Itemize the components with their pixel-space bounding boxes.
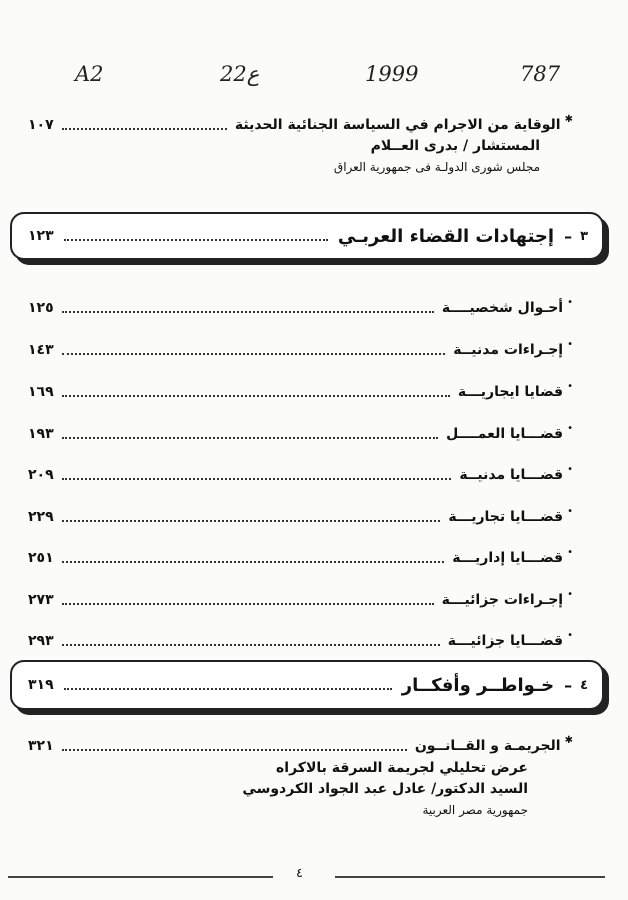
entry-page: ٢٩٣: [28, 633, 54, 649]
toc-entry-crime-prevention[interactable]: [28, 114, 573, 136]
toc-entry-crime-and-law[interactable]: [28, 735, 573, 757]
toc-entry[interactable]: [28, 381, 573, 403]
toc-entry[interactable]: [28, 547, 573, 569]
dot-leader: [62, 520, 441, 522]
handwritten-code: 22ع: [220, 62, 260, 86]
dot-leader: [62, 128, 227, 130]
section-page: ١٢٣: [28, 228, 54, 244]
entry-subtitle: عرض تحليلي لجريمة السرقة بالاكراه: [276, 760, 528, 776]
section-dash: –: [564, 675, 573, 695]
entry-title: الجريمـة و القــانــون: [414, 738, 561, 754]
entry-title: قضـــايا مدنيــة: [459, 467, 564, 483]
toc-entry[interactable]: [28, 589, 573, 611]
section-number: ٣: [580, 228, 588, 244]
section-3-header[interactable]: [10, 212, 604, 260]
bullet-star-icon: ✱: [564, 114, 573, 125]
entry-page: ١٠٧: [28, 117, 54, 133]
entry-title: أحـوال شخصيــــة: [441, 300, 564, 316]
entry-affiliation: جمهورية مصر العربية: [422, 803, 528, 817]
toc-entry[interactable]: [28, 464, 573, 486]
entry-page: ٢٧٣: [28, 592, 54, 608]
bullet-star-icon: ✱: [564, 735, 573, 746]
handwritten-year: 1999: [365, 62, 419, 86]
toc-entry[interactable]: [28, 339, 573, 361]
bullet-star-icon: •: [567, 547, 573, 558]
section-number: ٤: [580, 677, 588, 693]
entry-author: المستشار / بدرى العــلام: [370, 138, 540, 154]
entry-page: ١٢٥: [28, 300, 54, 316]
entry-affiliation: مجلس شورى الدولـة فى جمهورية العراق: [333, 160, 540, 174]
toc-entry[interactable]: [28, 506, 573, 528]
entry-page: ٢٥١: [28, 550, 54, 566]
entry-title: إجـراءات مدنيــة: [453, 342, 564, 358]
footer-rule-left: [8, 876, 273, 878]
toc-entry[interactable]: [28, 423, 573, 445]
dot-leader: [62, 478, 452, 480]
dot-leader: [62, 437, 439, 439]
entry-page: ٣٢١: [28, 738, 54, 754]
dot-leader: [64, 239, 328, 241]
entry-title: قضـــايا إداريـــة: [452, 550, 564, 566]
dot-leader: [62, 395, 450, 397]
handwritten-code-a2: A2: [75, 62, 104, 86]
entry-page: ٢٠٩: [28, 467, 54, 483]
dot-leader: [62, 561, 445, 563]
entry-title: الوقاية من الاجرام في السياسة الجنائية الحديثة: [234, 117, 561, 133]
dot-leader: [62, 644, 440, 646]
entry-title: قضـــايا العمــــل: [446, 426, 564, 442]
handwritten-number: 787: [520, 62, 561, 86]
entry-title: قضـــايا جزائيـــة: [447, 633, 564, 649]
dot-leader: [62, 311, 434, 313]
footer-rule-right: [335, 876, 605, 878]
dot-leader: [62, 603, 434, 605]
entry-page: ١٤٣: [28, 342, 54, 358]
bullet-star-icon: •: [567, 589, 573, 600]
bullet-star-icon: •: [567, 423, 573, 434]
entry-title: قضايا ايجاريـــة: [457, 384, 564, 400]
bullet-star-icon: •: [567, 630, 573, 641]
toc-entry[interactable]: [28, 297, 573, 319]
dot-leader: [64, 688, 392, 690]
section-4-header[interactable]: [10, 660, 604, 710]
entry-page: ١٦٩: [28, 384, 54, 400]
bullet-star-icon: •: [567, 297, 573, 308]
entry-title: قضـــايا تجاريـــة: [448, 509, 564, 525]
footer-page-number: ٤: [296, 866, 303, 881]
section-title: خـواطــر وأفكــار: [401, 674, 555, 696]
dot-leader: [62, 749, 407, 751]
bullet-star-icon: •: [567, 381, 573, 392]
entry-page: ١٩٣: [28, 426, 54, 442]
bullet-star-icon: •: [567, 464, 573, 475]
section-page: ٣١٩: [28, 677, 54, 693]
entry-author: السيد الدكتور/ عادل عبد الجواد الكردوسي: [242, 781, 528, 797]
bullet-star-icon: •: [567, 506, 573, 517]
entry-page: ٢٢٩: [28, 509, 54, 525]
section-title: إجتهادات القضاء العربـي: [337, 225, 555, 247]
section-dash: –: [564, 226, 573, 246]
entry-title: إجـراءات جزائيـــة: [441, 592, 564, 608]
dot-leader: [62, 353, 446, 355]
toc-entry[interactable]: [28, 630, 573, 652]
bullet-star-icon: •: [567, 339, 573, 350]
